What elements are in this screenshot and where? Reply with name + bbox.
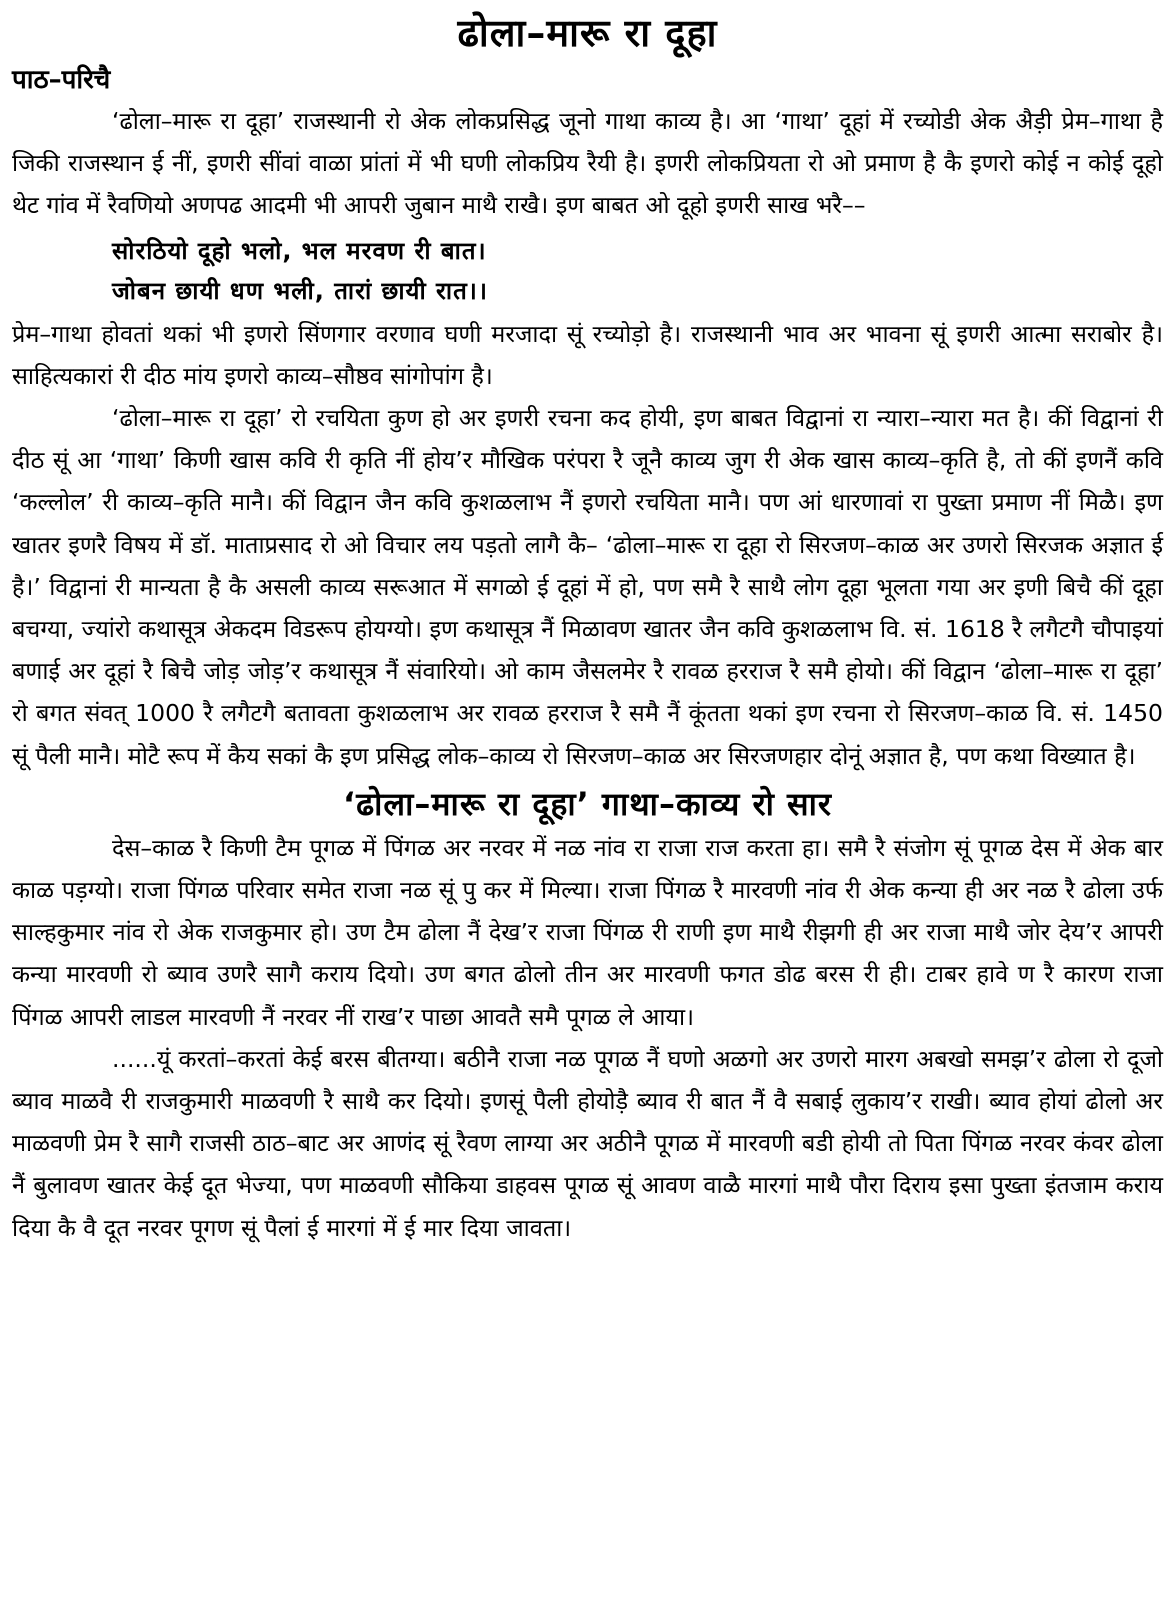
summary-paragraph-2: ......यूं करतां–करतां केई बरस बीतग्या। बठीनै राजा नळ पूगळ नैं घणो अळगो अर उणरो मारग अबखो समझ’र ढोला रो दूजो ब्याव माळवै री राजकुमारी माळवणी रै साथै कर दियो। इणसूं पैली होयोड़ै ब्याव री बात नैं वै सबाई लुकाय’र राखी। ब्याव होयां ढोलो अर माळवणी प्रेम रै सागै राजसी ठाठ–बाट अर आणंद सूं रैवण लाग्या अर अठीनै पूगळ में मारवणी बडी होयी तो पिता पिंगळ नरवर कंवर ढोला नैं बुलावण खातर केई दूत भेज्या, पण माळवणी सौकिया डाहवस पूगळ सूं आवण वाळै मारगां माथै पौरा दिराय इसा पुख्ता इंतजाम कराय दिया कै वै दूत नरवर पूगण सूं पैलां ई मारगां में ई मार दिया जावता। <box>12 1044 1163 1242</box>
document-page <box>12 8 1163 1249</box>
summary-heading: ‘ढोला–मारू रा दूहा’ गाथा–काव्य रो सार <box>342 784 833 823</box>
verse-line-1: सोरठियो दूहो भलो, भल मरवण री बात। <box>112 236 487 265</box>
intro-paragraph-3: ‘ढोला–मारू रा दूहा’ रो रचयिता कुण हो अर इणरी रचना कद होयी, इण बाबत विद्वानां रा न्यारा–न्यारा मत है। कीं विद्वानां री दीठ सूं आ ‘गाथा’ किणी खास कवि री कृति नीं होय’र मौखिक परंपरा रै जूनै काव्य जुग री अेक खास काव्य–कृति है, तो कीं इणनैं कवि ‘कल्लोल’ री काव्य–कृति मानै। कीं विद्वान जैन कवि कुशळलाभ नैं इणरो रचयिता मानै। पण आं धारणावां रा पुख्ता प्रमाण नीं मिळै। इण खातर इणरै विषय में डॉ. माताप्रसाद रो ओ विचार लय पड़तो लागै कै– ‘ढोला–मारू रा दूहा रो सिरजण–काळ अर उणरो सिरजक अज्ञात ई है।’ विद्वानां री मान्यता है कै असली काव्य सरूआत में सगळो ई दूहां में हो, पण समै रै साथै लोग दूहा भूलता गया अर इणी बिचै कीं दूहा बचग्या, ज्यांरो कथासूत्र अेकदम विडरूप होयग्यो। इण कथासूत्र नैं मिळावण खातर जैन कवि कुशळलाभ वि. सं. 1618 रै लगैटगै चौपाइयां बणाई अर दूहां रै बिचै जोड़ जोड़’र कथासूत्र नैं संवारियो। ओ काम जैसलमेर रै रावळ हरराज रै समै होयो। कीं विद्वान ‘ढोला–मारू रा दूहा’ रो बगत संवत् 1000 रै लगैटगै बतावता कुशळलाभ अर रावळ हरराज रै समै नैं कूंतता थकां इण रचना रो सिरजण–काळ वि. सं. 1450 सूं पैली मानै। मोटै रूप में कैय सकां कै इण प्रसिद्ध लोक–काव्य रो सिरजण–काळ अर सिरजणहार दोनूं अज्ञात है, पण कथा विख्यात है। <box>12 404 1163 770</box>
verse-line-2: जोबन छायी धण भली, तारां छायी रात।। <box>112 276 488 305</box>
page-title: ढोला–मारू रा दूहा <box>457 11 718 55</box>
intro-paragraph-1: ‘ढोला–मारू रा दूहा’ राजस्थानी रो अेक लोकप्रसिद्ध जूनो गाथा काव्य है। आ ‘गाथा’ दूहां में रच्योडी अेक अैड़ी प्रेम–गाथा है जिकी राजस्थान ई नीं, इणरी सींवां वाळा प्रांतां में भी घणी लोकप्रिय रैयी है। इणरी लोकप्रियता रो ओ प्रमाण है कै इणरो कोई न कोई दूहो थेट गांव में रैवणियो अणपढ आदमी भी आपरी जुबान माथै राखै। इण बाबत ओ दूहो इणरी साख भरै–– <box>12 107 1163 220</box>
intro-heading: पाठ–परिचै <box>12 65 111 95</box>
intro-paragraph-2: प्रेम–गाथा होवतां थकां भी इणरो सिंणगार वरणाव घणी मरजादा सूं रच्योड़ो है। राजस्थानी भाव अर भावना सूं इणरी आत्मा सराबोर है। साहित्यकारां री दीठ मांय इणरो काव्य–सौष्ठव सांगोपांग है। <box>12 319 1163 390</box>
verse-block <box>12 231 1163 311</box>
summary-paragraph-1: देस–काळ रै किणी टैम पूगळ में पिंगळ अर नरवर में नळ नांव रा राजा राज करता हा। समै रै संजोग सूं पूगळ देस में अेक बार काळ पड़ग्यो। राजा पिंगळ परिवार समेत राजा नळ सूं पु कर में मिल्या। राजा पिंगळ रै मारवणी नांव री अेक कन्या ही अर नळ रै ढोला उर्फ साल्हकुमार नांव रो अेक राजकुमार हो। उण टैम ढोला नैं देख’र राजा पिंगळ री राणी इण माथै रीझगी ही अर राजा माथै जोर देय’र आपरी कन्या मारवणी रो ब्याव उणरै सागै कराय दियो। उण बगत ढोलो तीन अर मारवणी फगत डोढ बरस री ही। टाबर हावे ण रै कारण राजा पिंगळ आपरी लाडल मारवणी नैं नरवर नीं राख’र पाछा आवतै समै पूगळ ले आया। <box>12 833 1163 1031</box>
